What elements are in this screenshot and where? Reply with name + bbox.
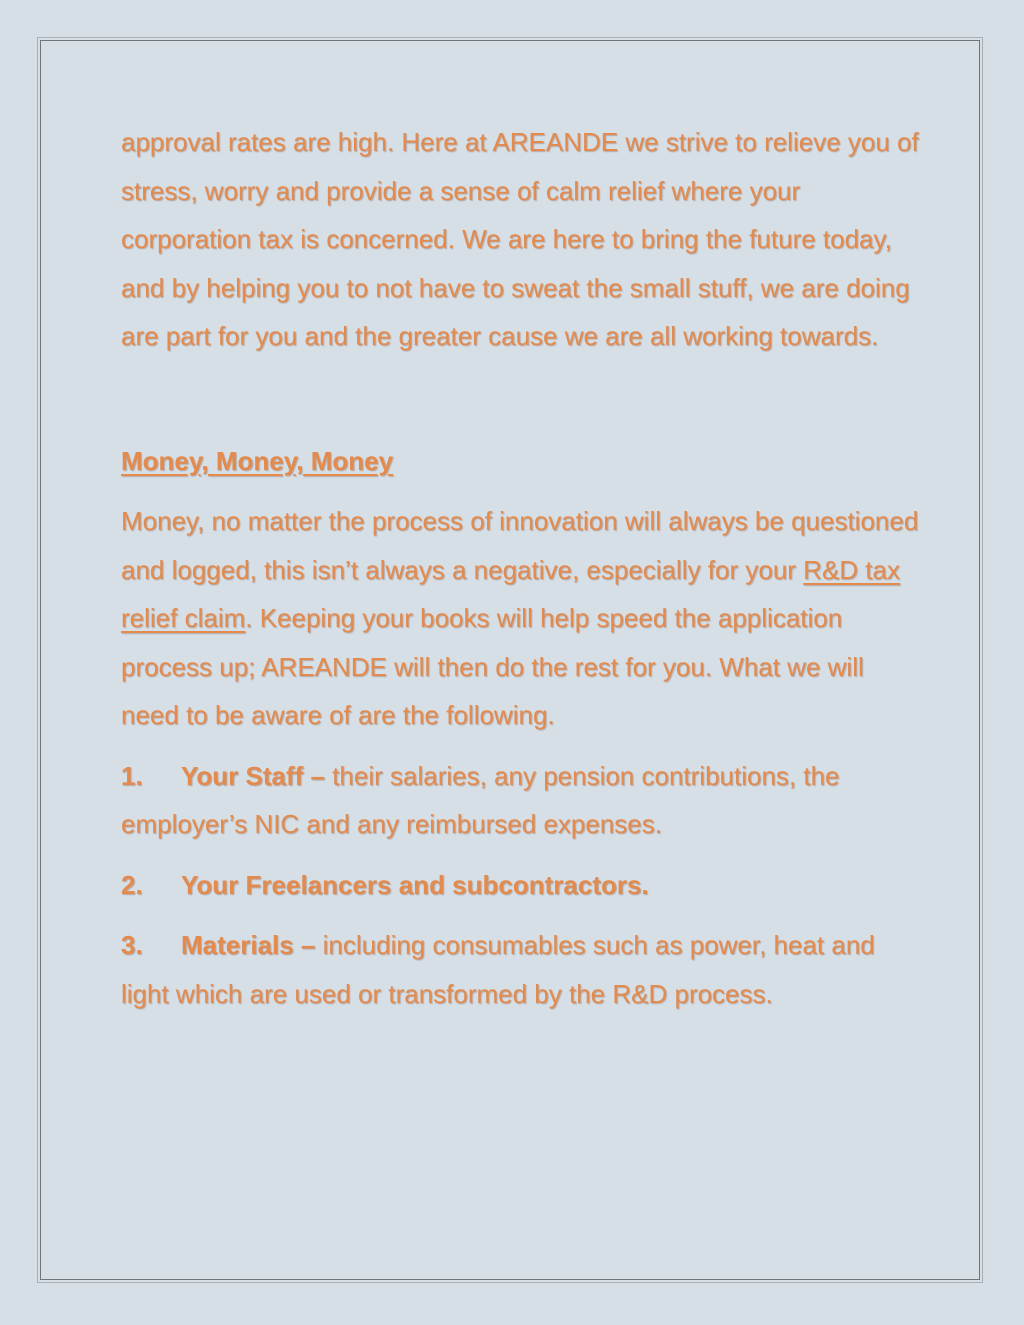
list-item-title: Your Staff – bbox=[181, 760, 325, 791]
list-item-title: Materials – bbox=[181, 930, 316, 960]
list-item-title: Your Freelancers and subcontractors. bbox=[181, 869, 649, 900]
money-paragraph-end: . Keeping your books will help speed the application process up; AREANDE will then do the rest for you. What we will need to be aware of are the following. bbox=[121, 603, 864, 730]
rd-tax-relief-link[interactable]: R&D tax relief claim bbox=[121, 554, 900, 633]
list-item-staff bbox=[121, 752, 921, 849]
list-number: 1. bbox=[121, 760, 143, 791]
list-item-text: their salaries, any pension contributions, the employer’s NIC and any reimbursed expenses. bbox=[121, 760, 840, 839]
list-item-materials bbox=[121, 921, 921, 1018]
intro-paragraph: approval rates are high. Here at AREANDE we strive to relieve you of stress, worry and provide a sense of calm relief where your corporation tax is concerned. We are here to bring the future today, and by helping you to not have to sweat the small stuff, we are doing are part for you and the greater cause we are all working towards. bbox=[121, 127, 919, 351]
money-paragraph-start: Money, no matter the process of innovation will always be questioned and logged, this isn’t always a negative, especially for your bbox=[121, 506, 919, 585]
document-body bbox=[121, 118, 921, 1030]
money-paragraph bbox=[121, 497, 921, 740]
list-number: 3. bbox=[121, 930, 143, 960]
section-heading: Money, Money, Money bbox=[121, 445, 394, 476]
list-item-freelancers bbox=[121, 861, 921, 910]
list-item-text: including consumables such as power, heat and light which are used or transformed by the R&D process. bbox=[121, 930, 875, 1009]
list-number: 2. bbox=[121, 869, 143, 900]
